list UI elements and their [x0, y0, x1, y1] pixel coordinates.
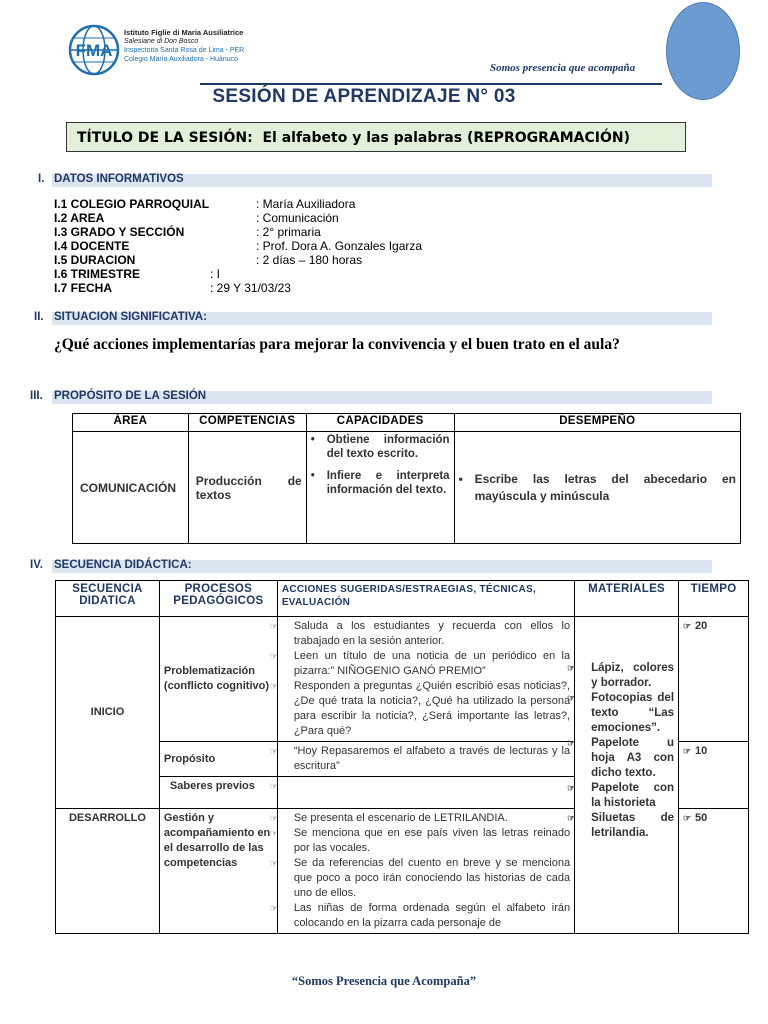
accion-item: ☞ “Hoy Repasaremos el alfabeto a través de lecturas y la escritura”: [269, 745, 571, 772]
accion-item: [269, 779, 570, 794]
session-title-label: TÍTULO DE LA SESIÓN:: [77, 130, 253, 146]
header-materiales: MATERIALES: [575, 581, 679, 617]
fma-globe-icon: [68, 24, 120, 76]
logo-line-1: Istituto Figlie di Maria Ausiliatrice: [124, 28, 244, 37]
document-title: SESIÓN DE APRENDIZAJE N° 03: [212, 86, 516, 107]
pointing-hand-icon: ☞: [269, 858, 278, 868]
purpose-table: [72, 413, 741, 544]
accion-item: ☞ Se da referencias del cuento en breve y se menciona que poco a poco irán conociendo las historias de cada uno de ellos.: [269, 857, 571, 899]
pointing-hand-icon: ☞: [269, 903, 278, 913]
logo-line-4: Colegio María Auxiliadora - Huánuco: [124, 56, 239, 63]
pointing-hand-icon: ☞: [269, 781, 278, 791]
info-list: I.1 COLEGIO PARROQUIAL : María Auxiliadora I.2 AREA : Comunicación I.3 GRADO Y SECCIÓN : 2° primaria I.4 DOCENTE : Prof. Dora A. Gonzales Igarza I.5 DURACION : 2 días – 180 horas I.6 TRIMESTRE : I I.7 FECHA : 29 Y 31/03/23: [54, 197, 423, 295]
cell-acciones-problematizacion: [269, 617, 574, 742]
section-1-number: I.: [38, 173, 45, 185]
header-divider: [200, 83, 662, 85]
cell-tiempo-3: ☞ 50: [679, 809, 749, 934]
material-item: ☞ Fotocopias del texto “Las emociones”.: [567, 692, 675, 734]
pointing-hand-icon: ☞: [567, 783, 576, 793]
accion-item: ☞ Leen un título de una noticia de un periódico en la pizarra:” NIÑOGENIO GANÓ PREMIO”: [269, 650, 571, 677]
cell-desempeno: [454, 432, 740, 544]
section-2-number: II.: [34, 311, 44, 323]
header-competencias: COMPETENCIAS: [188, 414, 306, 432]
pointing-hand-icon: ☞: [269, 621, 278, 631]
session-title: El alfabeto y las palabras (REPROGRAMACIÓN): [262, 130, 630, 146]
table-row: [56, 617, 749, 742]
svg-text:FMA: FMA: [75, 41, 113, 60]
table-header-row: [73, 414, 741, 432]
pointing-hand-icon: ☞: [683, 813, 692, 823]
pointing-hand-icon: ☞: [269, 746, 278, 756]
accion-item: ☞ Responden a preguntas ¿Quién escribió esas noticias?, ¿De qué trata la noticia?, ¿Qué ha utilizado la persona para escribir la noticia?, ¿Será importante las letras?, ¿Para qué?: [269, 680, 571, 737]
cell-area: COMUNICACIÓN: [73, 432, 189, 544]
header-capacidades: CAPACIDADES: [306, 414, 454, 432]
session-title-box: [66, 122, 686, 152]
significant-situation-question: ¿Qué acciones implementarías para mejorar la convivencia y el buen trato en el aula?: [54, 336, 620, 353]
cell-desarrollo: DESARROLLO: [56, 809, 160, 934]
cell-problematizacion: Problematización (conflicto cognitivo): [159, 617, 277, 742]
header-motto: Somos presencia que acompaña: [490, 62, 636, 74]
header-procesos: PROCESOS PEDAGÓGICOS: [159, 581, 277, 617]
cell-competencia: Producción de textos: [188, 432, 306, 544]
footer-motto: “Somos Presencia que Acompaña”: [291, 974, 477, 988]
logo-line-2: Salesiane di Don Bosco: [124, 38, 199, 45]
cell-gestion: Gestión y acompañamiento en el desarrollo de las competencias: [159, 809, 277, 934]
header-tiempo: TIEMPO: [679, 581, 749, 617]
pointing-hand-icon: ☞: [567, 738, 576, 748]
section-2-heading: SITUACION SIGNIFICATIVA:: [54, 311, 207, 323]
accion-item: ☞ Se menciona que en ese país viven las letras reinado por las vocales.: [269, 827, 571, 854]
accion-item: ☞ Las niñas de forma ordenada según el alfabeto irán colocando en la pizarra cada personaje de: [269, 902, 571, 929]
material-item: ☞ Siluetas de letrilandia.: [567, 812, 675, 839]
capacidad-item: • Obtiene información del texto escrito.: [311, 433, 450, 461]
material-item: ☞ Papelote con la historieta: [567, 782, 675, 809]
section-1-heading: DATOS INFORMATIVOS: [54, 173, 184, 185]
cell-saberes: Saberes previos: [159, 777, 277, 809]
cell-capacidades: [306, 432, 454, 544]
pointing-hand-icon: ☞: [567, 813, 576, 823]
school-logo: [68, 22, 248, 78]
pointing-hand-icon: ☞: [567, 663, 576, 673]
pointing-hand-icon: ☞: [269, 651, 278, 661]
pointing-hand-icon: ☞: [683, 746, 692, 756]
cell-acciones-saberes: [269, 777, 574, 809]
cell-acciones-gestion: [269, 809, 574, 934]
logo-line-3: Inspectoria Santa Rosa de Lima - PER: [124, 47, 245, 54]
table-header-row: [56, 581, 749, 617]
pointing-hand-icon: ☞: [269, 681, 278, 691]
cell-proposito: Propósito: [159, 742, 277, 777]
header-area: ÁREA: [73, 414, 189, 432]
cell-tiempo-2: ☞ 10: [679, 742, 749, 809]
section-3-number: III.: [30, 390, 43, 402]
pointing-hand-icon: ☞: [269, 828, 278, 838]
accion-item: ☞ Se presenta el escenario de LETRILANDIA.: [269, 812, 508, 824]
pointing-hand-icon: ☞: [269, 813, 278, 823]
cell-materiales: [567, 617, 679, 934]
section-3-heading: PROPÓSITO DE LA SESIÓN: [54, 390, 207, 402]
accion-item: ☞ Saluda a los estudiantes y recuerda con ellos lo trabajado en la sesión anterior.: [269, 620, 571, 647]
desempeno-item: • Escribe las letras del abecedario en mayúscula y minúscula: [459, 471, 736, 505]
header-acciones: ACCIONES SUGERIDAS/ESTRAEGIAS, TÉCNICAS, EVALUACIÓN: [277, 581, 574, 617]
cell-inicio: INICIO: [56, 617, 160, 809]
header-secuencia: SECUENCIA DIDATICA: [56, 581, 160, 617]
didactic-sequence-table: [55, 580, 749, 934]
pointing-hand-icon: ☞: [567, 693, 576, 703]
pointing-hand-icon: ☞: [683, 621, 692, 631]
header-desempeno: DESEMPEÑO: [454, 414, 740, 432]
capacidad-item: • Infiere e interpreta información del texto.: [311, 469, 450, 497]
material-item: ☞ Papelote u hoja A3 con dicho texto.: [567, 737, 675, 779]
section-4-heading: SECUENCIA DIDÁCTICA:: [54, 559, 192, 571]
section-4-number: IV.: [30, 559, 44, 571]
cell-acciones-proposito: [269, 742, 574, 777]
table-row: [73, 432, 741, 544]
cell-tiempo-1: ☞ 20: [679, 617, 749, 742]
material-item: ☞ Lápiz, colores y borrador.: [567, 662, 675, 689]
